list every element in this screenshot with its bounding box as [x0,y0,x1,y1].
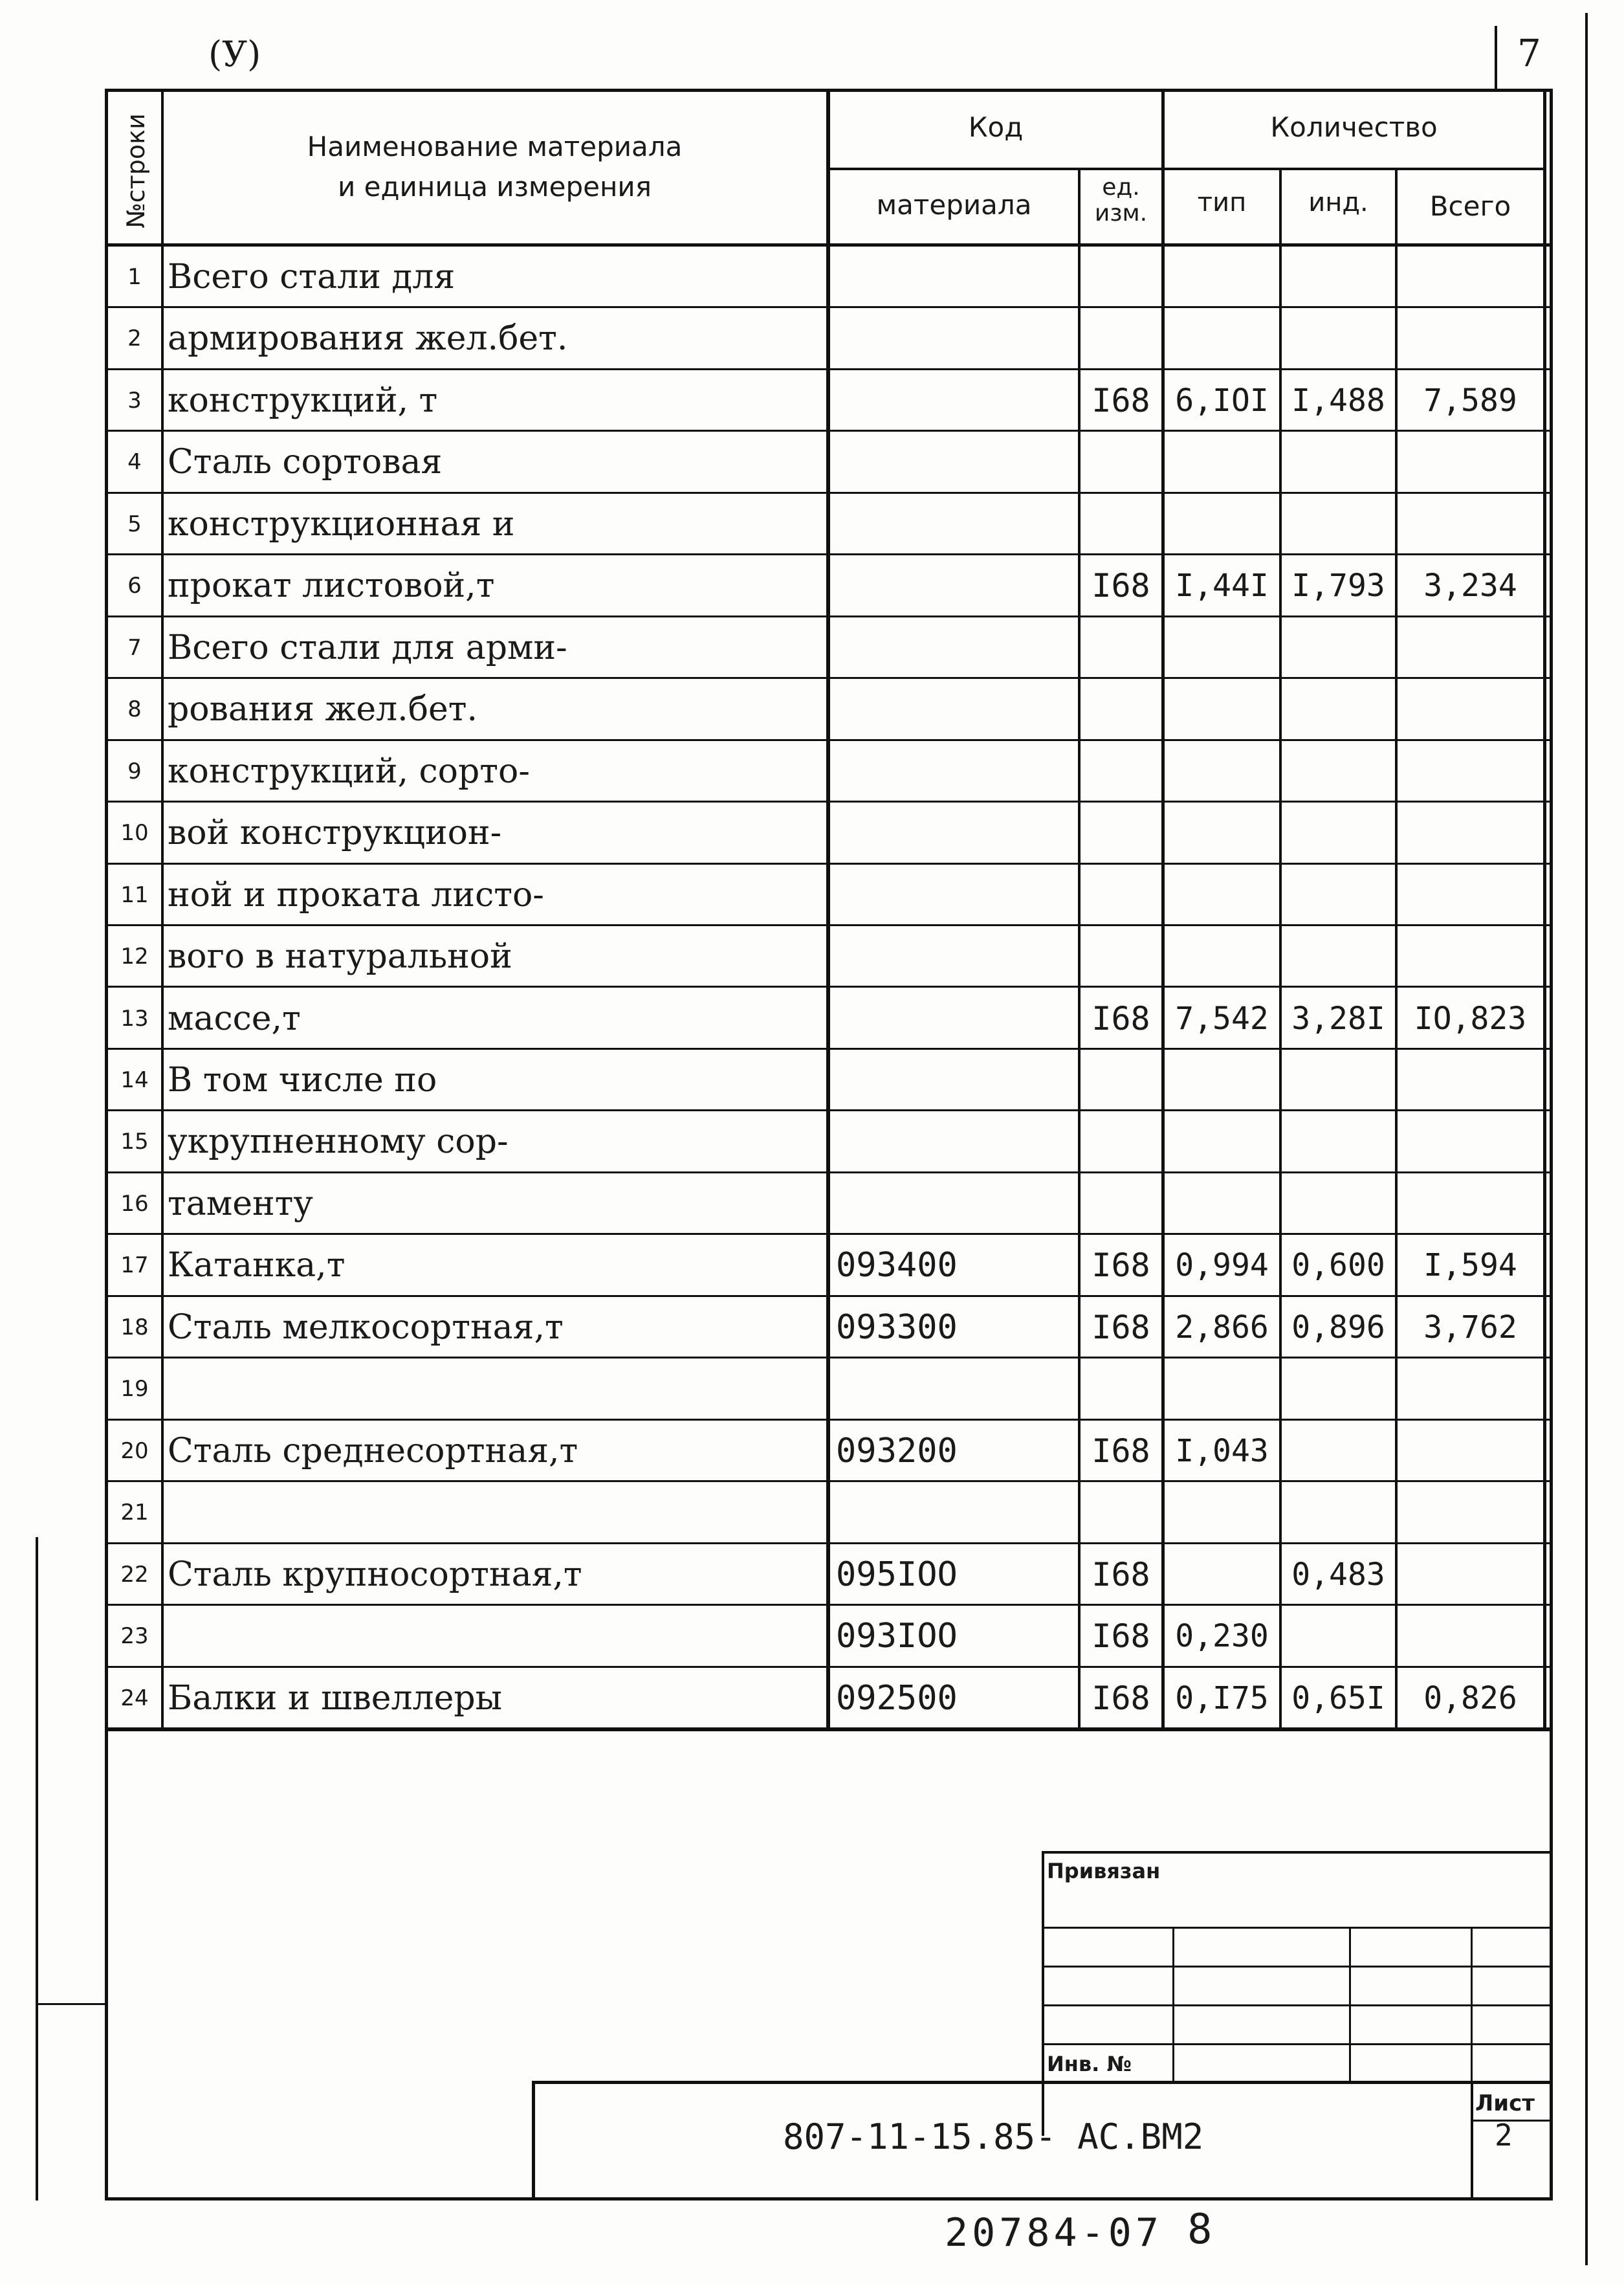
cell-name [168,1358,821,1420]
cell-ind: 0,65I [1291,1680,1385,1716]
cell-name: Всего стали для [168,258,455,296]
cell-type [1165,679,1279,740]
cell-ind [1282,1421,1395,1482]
cell-total [1398,308,1543,370]
cell-total [1398,1482,1543,1544]
cell-ind [1282,1482,1395,1544]
cell-code [836,555,1075,617]
cell-code [836,1111,1075,1173]
cell-no: 20 [120,1437,149,1464]
cell-unit [1081,741,1161,803]
cell-total [1398,679,1543,740]
table-row [108,1297,1550,1358]
cell-name: вой конструкцион- [168,814,502,853]
cell-name [168,1482,821,1544]
table-row [108,803,1550,864]
cell-code [836,926,1075,988]
cell-total [1398,432,1543,493]
cell-total: I,594 [1423,1247,1517,1284]
cell-total [1398,617,1543,679]
cell-total [1398,1173,1543,1235]
cell-ind [1282,741,1395,803]
table-row [108,679,1550,740]
cell-unit [1081,1358,1161,1420]
cell-ind [1282,494,1395,555]
cell-code: 093400 [836,1246,958,1285]
cell-ind [1282,432,1395,493]
header-type: тип [1197,188,1247,217]
table-row [108,865,1550,926]
cell-name: Сталь сортовая [168,443,443,482]
cell-code [836,370,1075,432]
cell-no: 14 [120,1067,149,1093]
cell-type [1165,865,1279,926]
cell-ind [1282,1606,1395,1667]
cell-no: 9 [127,758,142,784]
header-unit: ед. изм. [1094,174,1148,227]
cell-type [1165,1111,1279,1173]
table-row [108,1668,1550,1729]
cell-type [1165,926,1279,988]
cell-ind: I,488 [1291,382,1385,419]
cell-type [1165,247,1279,308]
table-row [108,1358,1550,1420]
cell-total [1398,803,1543,864]
cell-code: 093300 [836,1307,958,1347]
cell-code [836,308,1075,370]
cell-no: 2 [127,326,142,352]
cell-unit [1081,494,1161,555]
table-row [108,1111,1550,1173]
table-row [108,1173,1550,1235]
cell-code [836,1173,1075,1235]
cell-unit: I68 [1092,1432,1150,1470]
cell-total: 3,234 [1423,568,1517,604]
cell-total [1398,926,1543,988]
cell-type: 2,866 [1175,1309,1269,1346]
cell-unit [1081,803,1161,864]
cell-no: 7 [127,634,142,661]
header-material: материала [876,189,1032,221]
table-row [108,926,1550,988]
cell-code: 092500 [836,1678,958,1718]
stamp-doc-code: 807-11-15.85- АС.ВМ2 [783,2116,1204,2157]
cell-no: 23 [120,1623,149,1650]
cell-code: 095IOO [836,1555,958,1594]
cell-code [836,1358,1075,1420]
header-total: Всего [1429,190,1511,222]
cell-no: 15 [120,1129,149,1155]
cell-ind [1282,1173,1395,1235]
cell-code [836,1050,1075,1111]
cell-ind [1282,926,1395,988]
cell-name: конструкций, сорто- [168,751,530,791]
table-row [108,370,1550,432]
cell-no: 16 [120,1190,149,1217]
cell-type [1165,617,1279,679]
cell-code [836,865,1075,926]
cell-ind [1282,617,1395,679]
cell-total [1398,1050,1543,1111]
cell-name: В том числе по [168,1060,437,1100]
cell-unit: I68 [1092,1679,1150,1717]
cell-ind: I,793 [1291,568,1385,604]
cell-type: I,043 [1175,1432,1269,1469]
cell-type [1165,1544,1279,1606]
cell-code [836,741,1075,803]
cell-total [1398,1421,1543,1482]
cell-code [836,432,1075,493]
cell-type: 0,I75 [1175,1680,1269,1716]
cell-no: 6 [127,573,142,599]
cell-unit: I68 [1092,999,1150,1037]
cell-ind: 0,896 [1291,1309,1385,1346]
cell-total [1398,1111,1543,1173]
cell-no: 3 [127,387,142,414]
cell-ind [1282,1358,1395,1420]
cell-name: конструкционная и [168,504,515,544]
table-row [108,1235,1550,1296]
stamp-sheet-value: 2 [1495,2118,1513,2153]
cell-code [836,988,1075,1050]
cell-unit: I68 [1092,1247,1150,1285]
table-body [108,247,1550,1729]
cell-name: Сталь крупносортная,т [168,1555,582,1594]
cell-type [1165,432,1279,493]
cell-name [168,1606,821,1667]
cell-type [1165,741,1279,803]
cell-unit: I68 [1092,1308,1150,1346]
cell-no: 8 [127,696,142,723]
table-row [108,432,1550,493]
cell-unit [1081,308,1161,370]
cell-name: рования жел.бет. [168,690,478,729]
table-row [108,1482,1550,1544]
stamp-inv-label: Инв. № [1047,2052,1132,2076]
cell-name: прокат листовой,т [168,566,495,606]
cell-total [1398,1606,1543,1667]
header-name-line1: Наименование материала [307,131,683,162]
header-code: Код [968,111,1024,143]
cell-name: ной и проката листо- [168,875,544,915]
cell-total [1398,1544,1543,1606]
cell-total: 7,589 [1423,382,1517,419]
cell-total [1398,741,1543,803]
cell-ind [1282,247,1395,308]
cell-type [1165,1358,1279,1420]
stamp-sheet-label: Лист [1475,2090,1535,2116]
cell-code [836,247,1075,308]
cell-total: 3,762 [1423,1309,1517,1346]
cell-total: IO,823 [1414,1000,1527,1037]
cell-unit: I68 [1092,567,1150,605]
cell-type: I,44I [1175,568,1269,604]
cell-no: 11 [120,881,149,908]
cell-ind: 3,28I [1291,1000,1385,1037]
cell-ind: 0,600 [1291,1247,1385,1284]
cell-unit [1081,926,1161,988]
cell-total: 0,826 [1423,1680,1517,1716]
cell-ind [1282,308,1395,370]
cell-name: Сталь мелкосортная,т [168,1307,564,1347]
cell-type: 6,IOI [1175,382,1269,419]
table-row [108,555,1550,617]
cell-unit: I68 [1092,1617,1150,1656]
corner-page-number: 7 [1517,31,1541,75]
cell-unit [1081,1173,1161,1235]
footer-number: 20784-07 [945,2210,1163,2256]
material-table [105,89,1553,1731]
cell-code: 093IOO [836,1617,958,1656]
cell-unit [1081,679,1161,740]
cell-code [836,679,1075,740]
cell-type [1165,803,1279,864]
cell-type: 7,542 [1175,1000,1269,1037]
cell-no: 21 [120,1500,149,1526]
header-quantity: Количество [1270,111,1438,143]
cell-unit: I68 [1092,1555,1150,1593]
cell-no: 1 [127,264,142,290]
table-row [108,741,1550,803]
cell-unit: I68 [1092,381,1150,419]
cell-unit [1081,1050,1161,1111]
cell-name: Сталь среднесортная,т [168,1431,578,1470]
cell-no: 10 [120,820,149,847]
table-row [108,308,1550,370]
cell-name: таменту [168,1184,314,1223]
header-ind: инд. [1308,188,1368,217]
cell-no: 5 [127,511,142,537]
cell-no: 12 [120,944,149,970]
table-row [108,1606,1550,1667]
stamp-attached-label: Привязан [1047,1859,1161,1883]
cell-type [1165,1482,1279,1544]
cell-name: массе,т [168,999,301,1038]
cell-no: 18 [120,1314,149,1340]
table-row [108,1421,1550,1482]
table-row [108,988,1550,1050]
cell-name: Балки и швеллеры [168,1678,503,1718]
cell-total [1398,1358,1543,1420]
cell-type [1165,1173,1279,1235]
header-name-line2: и единица измерения [338,171,652,203]
cell-no: 4 [127,449,142,476]
cell-unit [1081,865,1161,926]
cell-type: 0,994 [1175,1247,1269,1284]
cell-name: Катанка,т [168,1246,346,1285]
cell-type: 0,230 [1175,1618,1269,1655]
table-row [108,1544,1550,1606]
cell-name: конструкций, т [168,381,438,420]
top-left-mark: (У) [208,34,261,74]
header-row-no: №строки [122,113,150,228]
cell-total [1398,247,1543,308]
cell-unit [1081,247,1161,308]
cell-unit [1081,1111,1161,1173]
cell-ind: 0,483 [1291,1556,1385,1593]
table-row [108,247,1550,308]
table-row [108,494,1550,555]
cell-code [836,494,1075,555]
cell-total [1398,865,1543,926]
cell-no: 13 [120,1005,149,1032]
cell-unit [1081,1482,1161,1544]
footer-page: 8 [1187,2206,1213,2254]
cell-code [836,617,1075,679]
table-row [108,617,1550,679]
cell-name: укрупненному сор- [168,1122,509,1162]
cell-ind [1282,803,1395,864]
cell-ind [1282,865,1395,926]
cell-name: Всего стали для арми- [168,628,567,667]
cell-ind [1282,679,1395,740]
cell-type [1165,1050,1279,1111]
cell-code: 093200 [836,1431,958,1470]
cell-name: армирования жел.бет. [168,319,568,359]
cell-code [836,1482,1075,1544]
cell-unit [1081,432,1161,493]
cell-type [1165,308,1279,370]
cell-unit [1081,617,1161,679]
table-row [108,1050,1550,1111]
cell-code [836,803,1075,864]
cell-total [1398,494,1543,555]
cell-no: 17 [120,1252,149,1279]
cell-no: 22 [120,1561,149,1588]
cell-no: 19 [120,1376,149,1403]
cell-ind [1282,1111,1395,1173]
cell-name: вого в натуральной [168,937,512,977]
cell-ind [1282,1050,1395,1111]
cell-type [1165,494,1279,555]
cell-no: 24 [120,1685,149,1711]
